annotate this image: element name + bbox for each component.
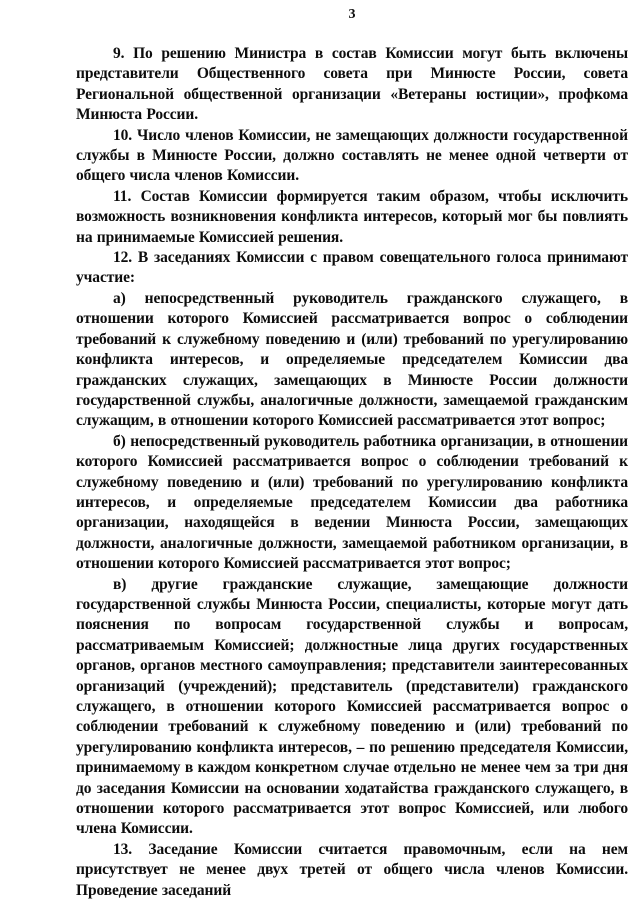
paragraph-12-subitem-v: в) другие гражданские служащие, замещающие должности государственной службы Минюста России, специалисты, которые могут дать пояснения по вопросам государственной службы и вопросам, рассматриваемым Комиссией; должностные лица других государственных органов, органов местного самоуправления; представители заинтересованных организаций (учреждений); представитель (представители) гражданского служащего, в отношении которого Комиссией рассматривается вопрос о соблюдении требований к служебному поведению и (или) требований по урегулированию конфликта интересов, – по решению председателя Комиссии, принимаемому в каждом конкретном случае отдельно не менее чем за три дня до заседания Комиссии на основании ходатайства гражданского служащего, в отношении которого рассматривается этот вопрос Комиссией, или любого члена Комиссии.: [76, 575, 628, 838]
paragraph-11: 11. Состав Комиссии формируется таким образом, чтобы исключить возможность возникновения конфликта интересов, который мог бы повлиять на принимаемые Комиссией решения.: [76, 187, 628, 246]
document-body: [76, 44, 628, 901]
paragraph-12-subitem-a: а) непосредственный руководитель гражданского служащего, в отношении которого Комиссией рассматривается вопрос о соблюдении требований к служебному поведению и (или) требований по урегулированию конфликта интересов, и определяемые председателем Комиссии два гражданских служащих, замещающих в Минюсте России должности государственной службы, аналогичные должности, замещаемой гражданским служащим, в отношении которого Комиссией рассматривается этот вопрос;: [76, 289, 628, 430]
paragraph-10: 10. Число членов Комиссии, не замещающих должности государственной службы в Минюсте России, должно составлять не менее одной четверти от общего числа членов Комиссии.: [76, 126, 628, 185]
page-number: 3: [348, 7, 356, 22]
paragraph-12-subitem-b: б) непосредственный руководитель работника организации, в отношении которого Комиссией рассматривается вопрос о соблюдении требований к служебному поведению и (или) требований по урегулированию конфликта интересов, и определяемые председателем Комиссии два работника организации, находящейся в ведении Минюста России, замещающих должности, аналогичные должности, замещаемой работником организации, в отношении которого Комиссией рассматривается этот вопрос;: [76, 432, 628, 573]
paragraph-12-intro: 12. В заседаниях Комиссии с правом совещательного голоса принимают участие:: [76, 249, 628, 287]
paragraph-13: 13. Заседание Комиссии считается правомочным, если на нем присутствует не менее двух третей от общего числа членов Комиссии. Проведение заседаний: [76, 840, 628, 899]
paragraph-9: 9. По решению Министра в состав Комиссии могут быть включены представители Общественного совета при Минюсте России, совета Региональной общественной организации «Ветераны юстиции», профкома Минюста России.: [76, 45, 628, 124]
